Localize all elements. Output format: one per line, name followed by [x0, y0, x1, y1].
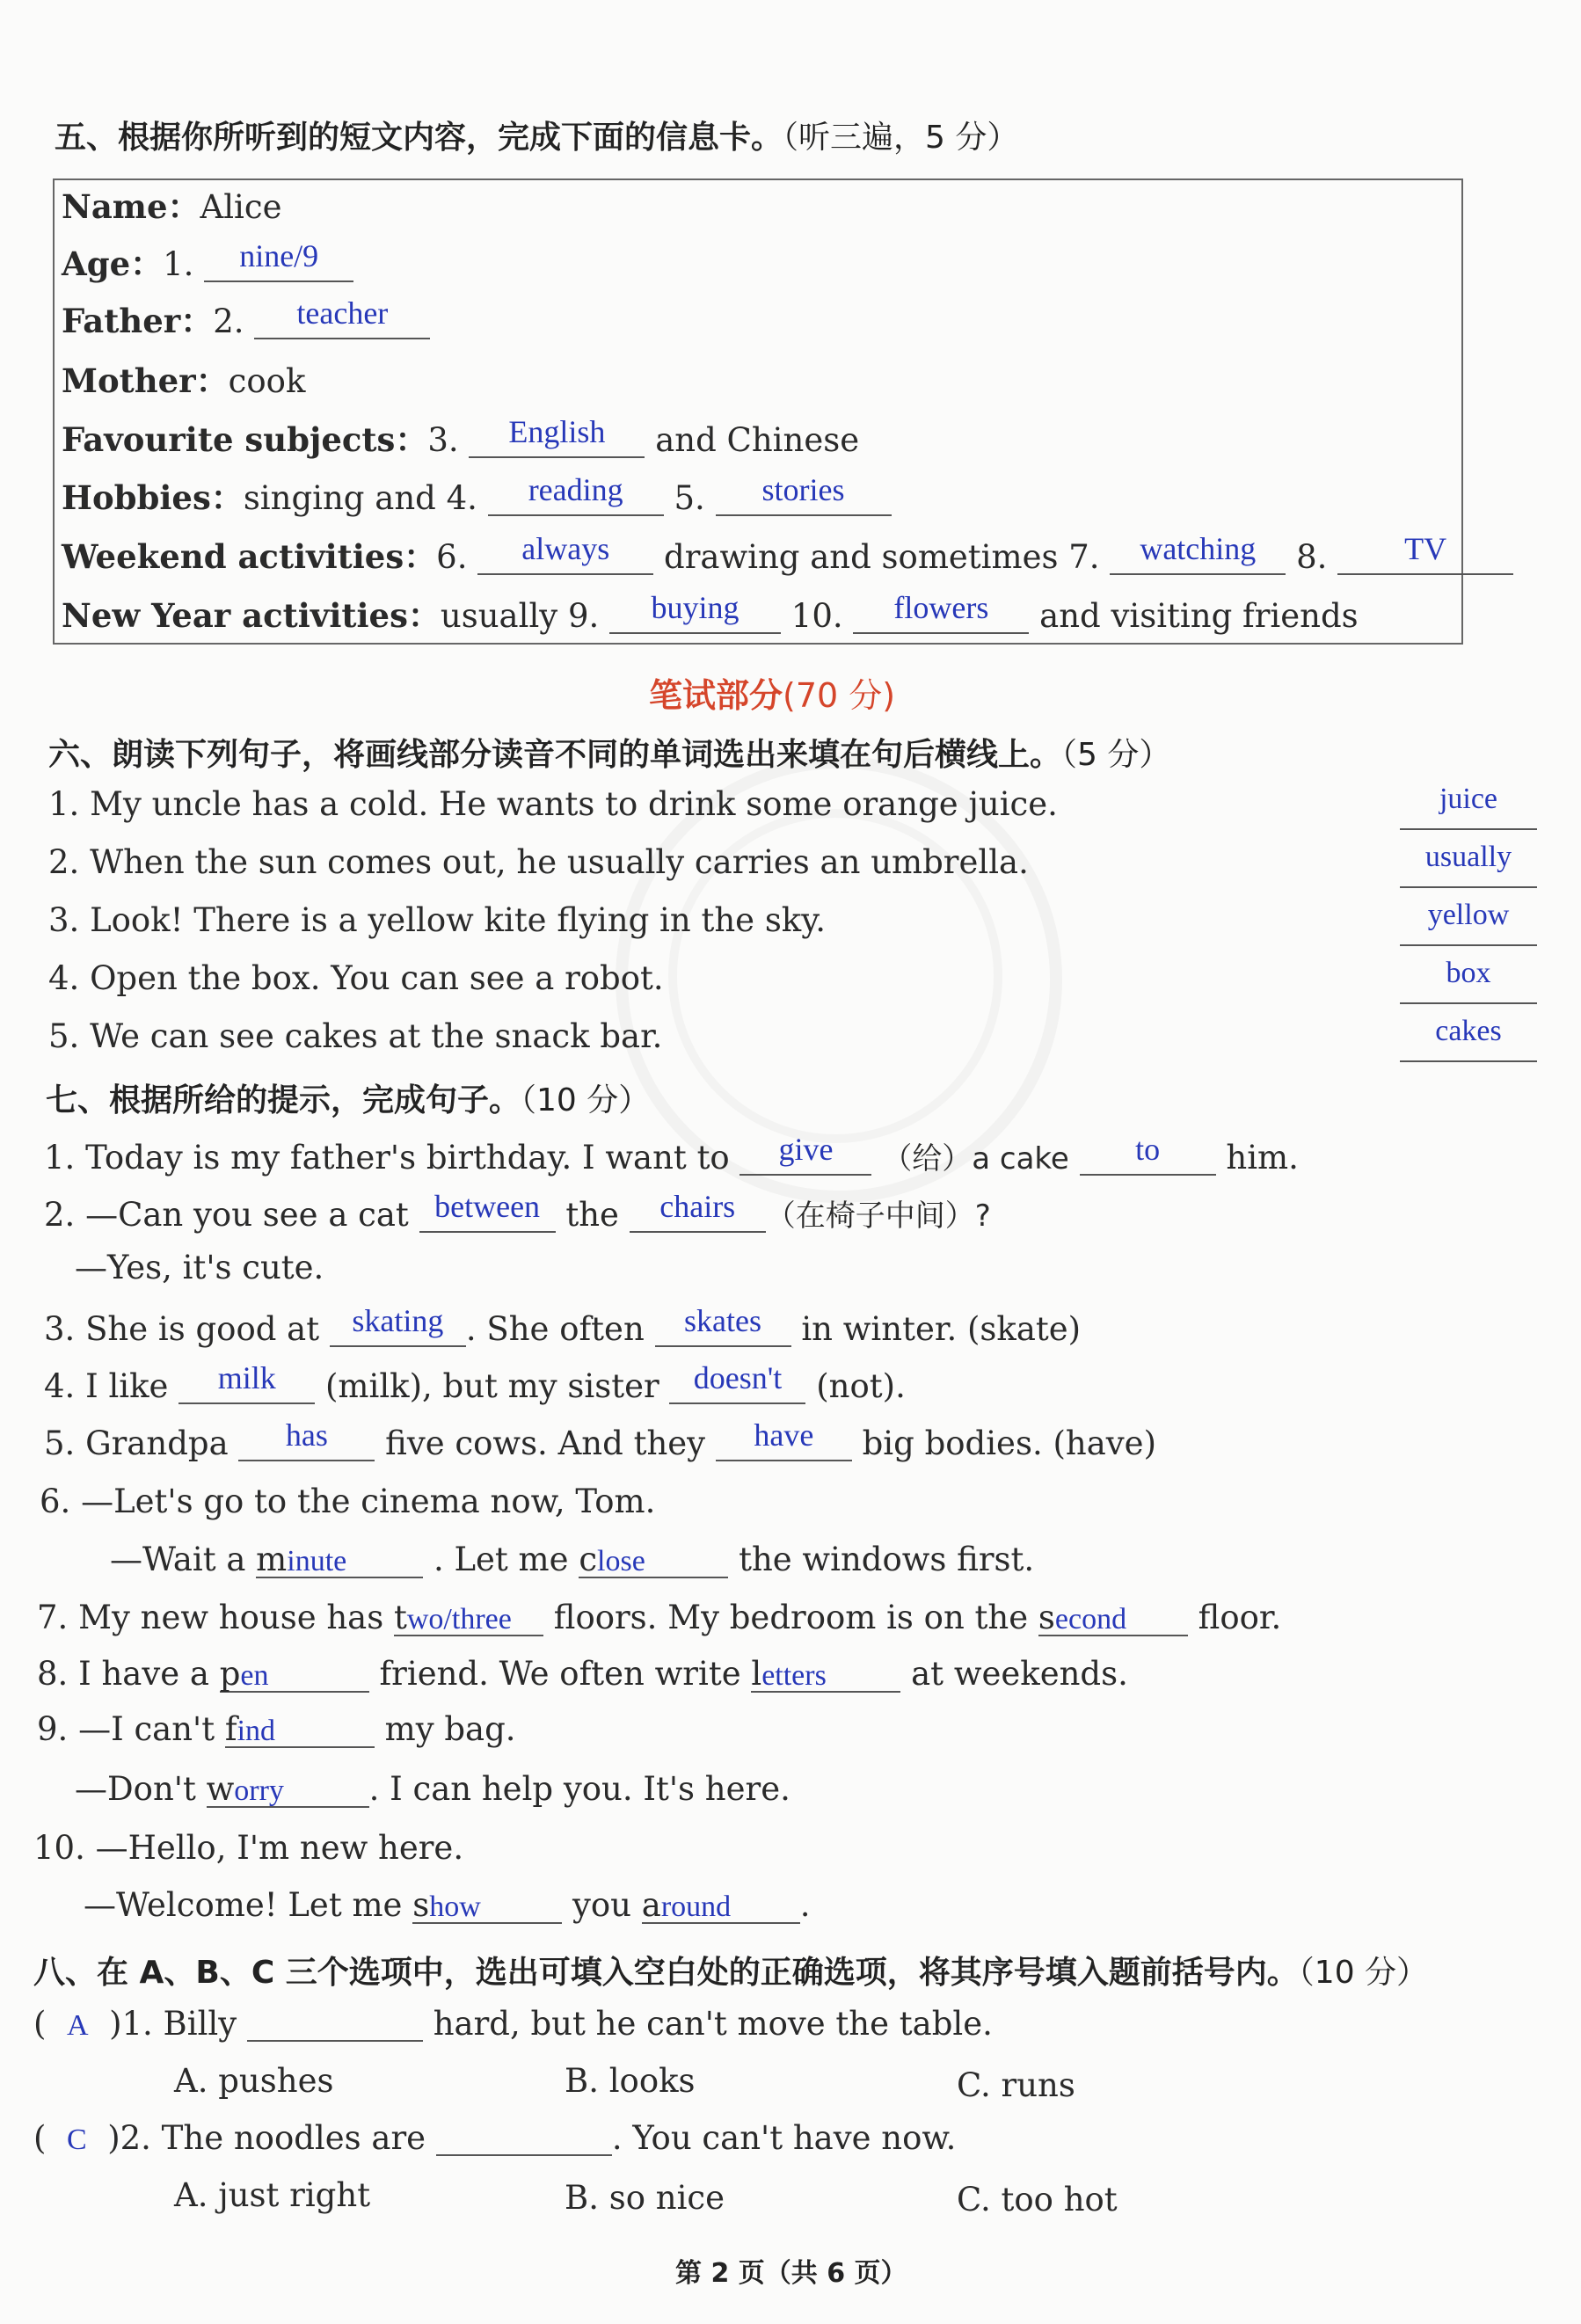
s8-q1-answer: A: [66, 2009, 89, 2042]
s6-answer-1: juice: [1400, 783, 1537, 830]
age-answer: nine/9: [239, 238, 319, 273]
newyear-row: New Year activities：usually 9. buying 10. flowers and visiting friends: [62, 590, 1359, 635]
newyear10-answer: flowers: [893, 590, 989, 625]
s6-item-4: 4. Open the box. You can see a robot.: [48, 959, 664, 997]
s7-q2: 2. —Can you see a cat between the chairs （在椅子中间）?: [44, 1189, 991, 1234]
s7-q3: 3. She is good at skating . She often skates in winter. (skate): [44, 1303, 1082, 1348]
s7-q10-line1: 10. —Hello, I'm new here.: [33, 1829, 464, 1867]
s8-q2-option-a: A. just right: [174, 2176, 371, 2214]
s8-q1-option-a: A. pushes: [174, 2062, 334, 2100]
weekend-row: Weekend activities：6. always drawing and sometimes 7. watching 8. TV: [62, 530, 1513, 578]
newyear9-answer: buying: [651, 590, 740, 625]
father-row: Father：2. teacher: [62, 295, 430, 342]
s7-q6-line1: 6. —Let's go to the cinema now, Tom.: [40, 1483, 656, 1520]
s7-q5: 5. Grandpa has five cows. And they have big bodies. (have): [44, 1417, 1157, 1462]
s7-q10-line2: —Welcome! Let me show you around .: [84, 1886, 811, 1924]
s7-q7: 7. My new house has two/three floors. My bedroom is on the second floor.: [37, 1599, 1282, 1636]
s8-q1-option-c: C. runs: [957, 2066, 1075, 2104]
section7-title: 七、根据所给的提示，完成句子。（10 分）: [46, 1082, 651, 1118]
s7-q6-line2: —Wait a minute . Let me close the windows first.: [110, 1541, 1035, 1578]
s6-answer-3: yellow: [1400, 899, 1537, 946]
hobbies-row: Hobbies：singing and 4. reading 5. stories: [62, 471, 892, 519]
name-row: Name：Alice: [62, 187, 282, 226]
s6-answer-2: usually: [1400, 841, 1537, 888]
hobby4-answer: reading: [528, 472, 623, 507]
s6-answer-4: box: [1400, 957, 1537, 1004]
father-answer: teacher: [296, 295, 389, 331]
section5-title: 五、根据你所听到的短文内容，完成下面的信息卡。（听三遍，5 分）: [55, 120, 1019, 156]
s6-item-2: 2. When the sun comes out, he usually carries an umbrella.: [48, 843, 1029, 881]
weekend6-answer: always: [521, 531, 610, 566]
s7-q1: 1. Today is my father's birthday. I want to give （给）a cake to him.: [44, 1132, 1299, 1177]
written-part-title: 笔试部分(70 分): [649, 676, 896, 715]
age-row: Age：1. nine/9: [62, 237, 353, 285]
s8-q2: ( C )2. The noodles are . You can't have now.: [33, 2119, 957, 2157]
s6-item-5: 5. We can see cakes at the snack bar.: [48, 1017, 663, 1055]
s7-q4: 4. I like milk (milk), but my sister doesn't (not).: [44, 1360, 906, 1405]
s8-q2-answer: C: [66, 2124, 87, 2156]
s7-q2-reply: —Yes, it's cute.: [75, 1249, 324, 1286]
hobby5-answer: stories: [761, 472, 845, 507]
s8-q2-option-c: C. too hot: [957, 2181, 1118, 2218]
s6-item-3: 3. Look! There is a yellow kite flying in the sky.: [48, 901, 826, 939]
page-number: 第 2 页（共 6 页）: [675, 2258, 907, 2289]
section6-title: 六、朗读下列句子，将画线部分读音不同的单词选出来填在句后横线上。（5 分）: [48, 737, 1171, 773]
section8-title: 八、在 A、B、C 三个选项中，选出可填入空白处的正确选项，将其序号填入题前括号内。（10 分）: [33, 1955, 1429, 1991]
s8-q1-option-b: B. looks: [565, 2062, 696, 2100]
subjects-row: Favourite subjects：3. English and Chinese: [62, 414, 860, 459]
subjects-answer: English: [508, 414, 606, 449]
s6-item-1: 1. My uncle has a cold. He wants to drink some orange juice.: [48, 785, 1058, 823]
mother-row: Mother：cook: [62, 361, 306, 400]
weekend7-answer: watching: [1140, 531, 1257, 566]
s8-q1: ( A )1. Billy hard, but he can't move the table.: [33, 2005, 993, 2043]
s7-q9-line1: 9. —I can't find my bag.: [37, 1710, 516, 1748]
weekend8-answer: TV: [1404, 531, 1447, 566]
s6-answer-5: cakes: [1400, 1015, 1537, 1062]
s7-q9-line2: —Don't worry . I can help you. It's here.: [75, 1770, 790, 1808]
s8-q2-option-b: B. so nice: [565, 2179, 725, 2217]
s7-q8: 8. I have a pen friend. We often write letters at weekends.: [37, 1655, 1128, 1693]
